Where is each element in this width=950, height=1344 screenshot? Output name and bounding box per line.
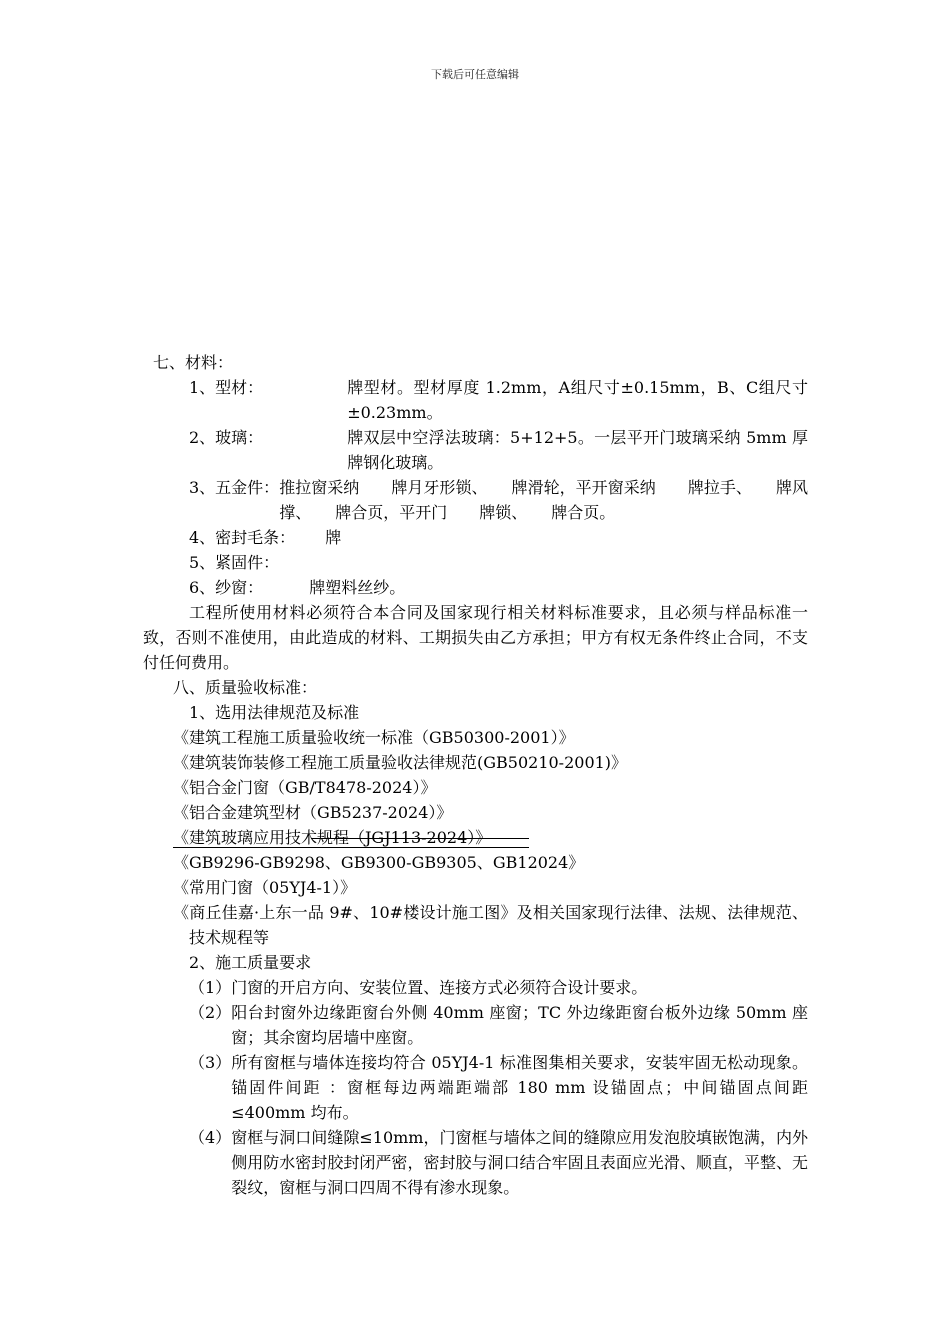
material-item-1 [143, 375, 808, 425]
item-label: 6、纱窗： [189, 578, 264, 597]
material-item-3 [143, 475, 808, 525]
standard-8-text: 《商丘佳嘉·上东一品 9#、10#楼设计施工图》及相关国家现行法律、法规、法律规范、技术规程等 [173, 903, 808, 947]
req-label: （1） [189, 978, 232, 997]
req-label: （3） [189, 1053, 232, 1072]
item-label: 4、密封毛条： [189, 528, 296, 547]
standard-7: 《常用门窗（05YJ4-1）》 [173, 878, 357, 897]
material-item-4 [143, 525, 808, 550]
item-label: 3、五金件： [189, 478, 280, 497]
req-label: （4） [189, 1128, 232, 1147]
req-label: （2） [189, 1003, 232, 1022]
section-8-title: 八、质量验收标准： [173, 678, 318, 697]
subsection-1-title: 1、选用法律规范及标准 [189, 703, 360, 722]
requirement-1 [143, 975, 808, 1000]
item-text-value: 牌型材。型材厚度 1.2mm，A组尺寸±0.15mm，B、C组尺寸±0.23mm。 [347, 378, 808, 422]
standard-1: 《建筑工程施工质量验收统一标准（GB50300-2001）》 [173, 728, 575, 747]
material-item-2 [143, 425, 841, 475]
req-text: 阳台封窗外边缘距窗台外侧 40mm 座窗；TC 外边缘距窗台板外边缘 50mm 座窗；其余窗均居墙中座窗。 [231, 1003, 808, 1047]
item-text-value: 牌双层中空浮法玻璃：5+12+5。一层平开门玻璃采纳 5mm 厚 牌钢化玻璃。 [347, 428, 841, 472]
item-text-value: 推拉窗采纳 牌月牙形锁、 牌滑轮，平开窗采纳 牌拉手、 牌风撑、 牌合页，平开门 牌锁、 牌合页。 [279, 478, 808, 522]
requirement-3 [143, 1050, 808, 1125]
standard-5-text [173, 825, 529, 850]
item-text: 牌塑料丝纱。 [309, 578, 406, 597]
materials-paragraph: 工程所使用材料必须符合本合同及国家现行相关材料标准要求，且必须与样品标准一致，否则不准使用，由此造成的材料、工期损失由乙方承担；甲方有权无条件终止合同，不支付任何费用。 [143, 603, 808, 672]
subsection-2-title: 2、施工质量要求 [189, 953, 312, 972]
requirement-2 [143, 1000, 808, 1050]
req-text: 所有窗框与墙体连接均符合 05YJ4-1 标准图集相关要求，安装牢固无松动现象。锚固件间距 ：窗框每边两端距端部 180 mm 设锚固点；中间锚固点间距≤400mm 均布。 [231, 1053, 808, 1122]
standard-6: 《GB9296-GB9298、GB9300-GB9305、GB12024》 [173, 853, 585, 872]
item-text [263, 375, 808, 425]
material-item-5 [143, 550, 808, 575]
req-text: 门窗的开启方向、安装位置、连接方式必须符合设计要求。 [231, 978, 648, 997]
standard-5 [143, 825, 808, 850]
requirement-4 [143, 1125, 808, 1200]
standard-2: 《建筑装饰装修工程施工质量验收法律规范(GB50210-2001)》 [173, 753, 628, 772]
standard-8 [143, 900, 808, 950]
standard-5-value: 《建筑玻璃应用技术规程（JGJ113-2024）》 [173, 828, 529, 848]
item-text [279, 475, 808, 525]
req-text: 窗框与洞口间缝隙≤10mm，门窗框与墙体之间的缝隙应用发泡胶填嵌饱满，内外侧用防水密封胶封闭严密，密封胶与洞口结合牢固且表面应光滑、顺直，平整、无裂纹，窗框与洞口四周不得有渗水现象。 [231, 1128, 808, 1197]
document-body [143, 350, 841, 1200]
page-header: 下载后可任意编辑 [431, 68, 519, 81]
item-label: 1、型材： [189, 378, 264, 397]
item-text: 牌 [325, 528, 342, 547]
item-text [263, 425, 841, 475]
standard-4: 《铝合金建筑型材（GB5237-2024）》 [173, 803, 453, 822]
section-7-title: 七、材料： [153, 353, 234, 372]
material-item-6 [143, 575, 808, 600]
item-label: 5、紧固件： [189, 553, 280, 572]
item-label: 2、玻璃： [189, 428, 264, 447]
standard-3: 《铝合金门窗（GB/T8478-2024）》 [173, 778, 437, 797]
